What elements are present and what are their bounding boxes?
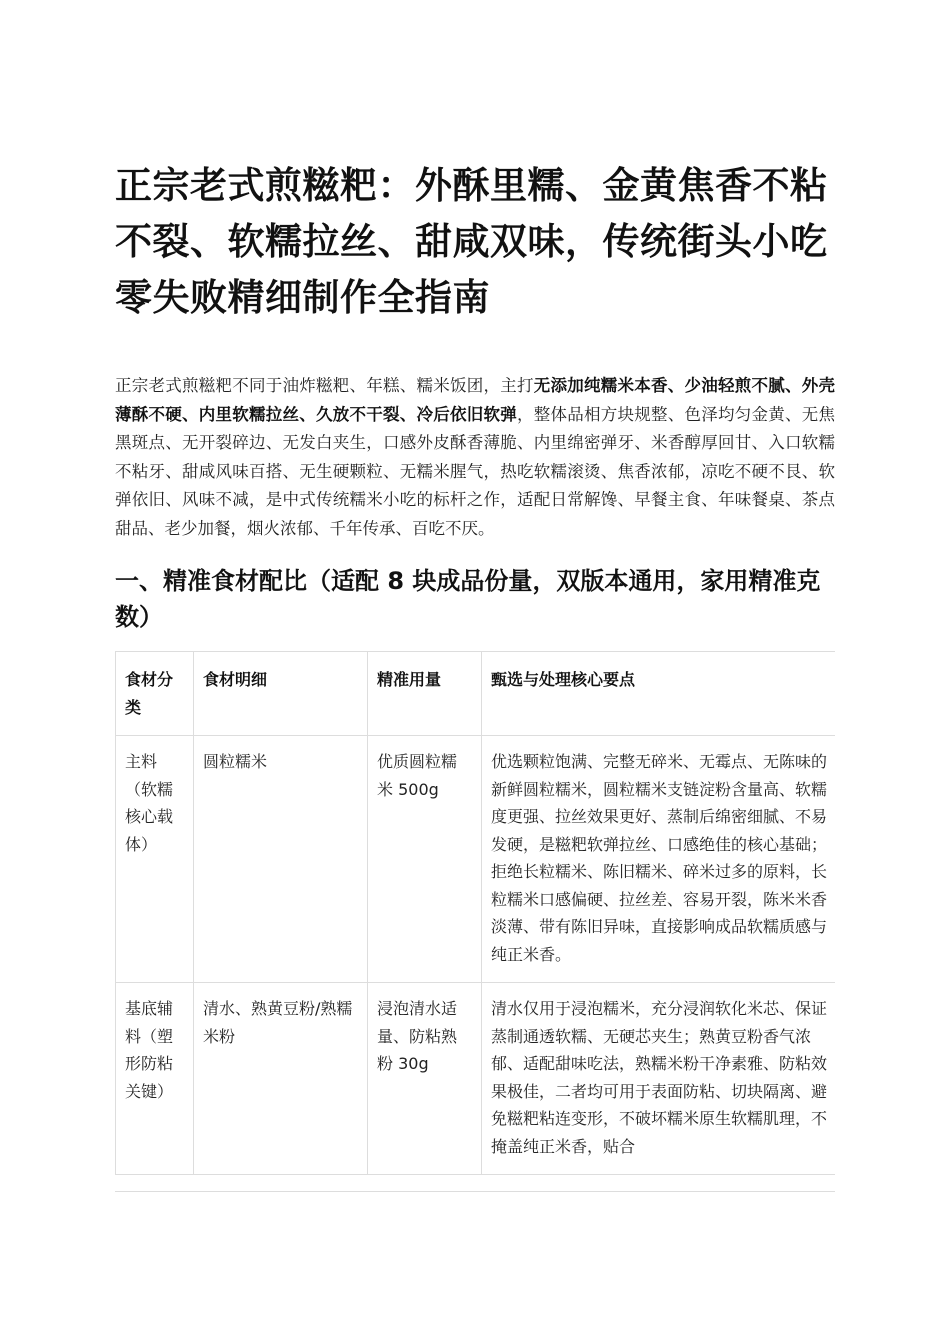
cell-notes: 优选颗粒饱满、完整无碎米、无霉点、无陈味的新鲜圆粒糯米，圆粒糯米支链淀粉含量高、软糯度更强、拉丝效果更好、蒸制后绵密细腻、不易发硬，是糍粑软弹拉丝、口感绝佳的核心基础；拒绝长粒糯米、陈旧糯米、碎米过多的原料，长粒糯米口感偏硬、拉丝差、容易开裂，陈米米香淡薄、带有陈旧异味，直接影响成品软糯质感与纯正米香。	[482, 736, 836, 983]
header-notes: 甄选与处理核心要点	[482, 652, 836, 736]
intro-highlight-text: 无添加纯糯米本香、少油轻煎不腻、外壳薄酥不硬、内里软糯拉丝、久放不干裂、冷后依旧软弹	[115, 376, 835, 424]
header-amount: 精准用量	[368, 652, 482, 736]
section-heading-ingredients: 一、精准食材配比（适配 8 块成品份量，双版本通用，家用精准克数）	[115, 567, 821, 631]
cell-item: 清水、熟黄豆粉/熟糯米粉	[194, 983, 368, 1175]
ingredients-table	[115, 651, 835, 1175]
cell-category: 主料（软糯核心载体）	[116, 736, 194, 983]
header-category: 食材分类	[116, 652, 194, 736]
table-row	[116, 736, 836, 983]
ingredients-table-container	[115, 651, 835, 1192]
cell-amount: 优质圆粒糯米 500g	[368, 736, 482, 983]
cell-notes: 清水仅用于浸泡糯米，充分浸润软化米芯、保证蒸制通透软糯、无硬芯夹生；熟黄豆粉香气浓郁、适配甜味吃法，熟糯米粉干净素雅、防粘效果极佳，二者均可用于表面防粘、切块隔离、避免糍粑粘连变形，不破坏糯米原生软糯肌理，不掩盖纯正米香，贴合	[482, 983, 836, 1175]
cell-category: 基底辅料（塑形防粘关键）	[116, 983, 194, 1175]
table-header-row	[116, 652, 836, 736]
cell-amount: 浸泡清水适量、防粘熟粉 30g	[368, 983, 482, 1175]
intro-lead-text: 正宗老式煎糍粑不同于油炸糍粑、年糕、糯米饭团，主打	[115, 376, 534, 395]
header-item: 食材明细	[194, 652, 368, 736]
document-page	[115, 158, 835, 1192]
table-row	[116, 983, 836, 1175]
cell-item: 圆粒糯米	[194, 736, 368, 983]
intro-tail-text: ，整体品相方块规整、色泽均匀金黄、无焦黑斑点、无开裂碎边、无发白夹生，口感外皮酥香薄脆、内里绵密弹牙、米香醇厚回甘、入口软糯不粘牙、甜咸风味百搭、无生硬颗粒、无糯米腥气，热吃软糯滚烫、焦香浓郁，凉吃不硬不艮、软弹依旧、风味不减，是中式传统糯米小吃的标杆之作，适配日常解馋、早餐主食、年味餐桌、茶点甜品、老少加餐，烟火浓郁、千年传承、百吃不厌。	[115, 404, 835, 538]
document-title: 正宗老式煎糍粑：外酥里糯、金黄焦香不粘不裂、软糯拉丝、甜咸双味，传统街头小吃零失败精细制作全指南	[115, 164, 828, 319]
intro-paragraph	[115, 372, 835, 543]
